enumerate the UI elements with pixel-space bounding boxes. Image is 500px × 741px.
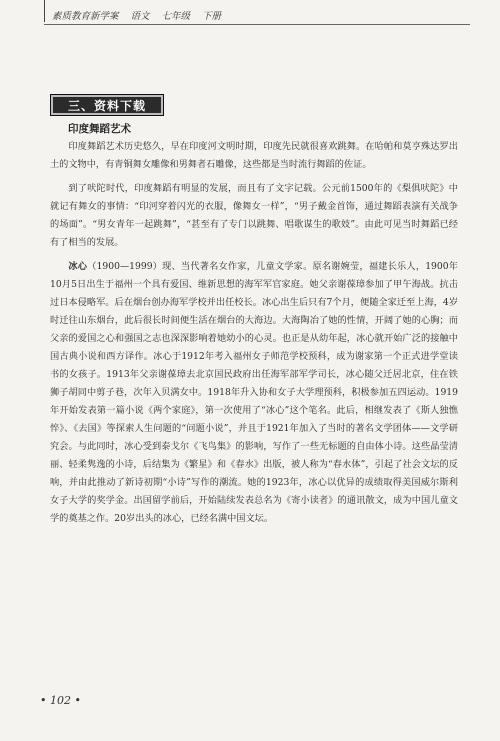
header-subject: 语文 (130, 11, 150, 22)
header-divider (44, 24, 470, 25)
paragraph-2: 到了吠陀时代，印度舞蹈有明显的发展，而且有了文字记载。公元前1500年的《梨俱吠陀》中就记有舞女的事情：“印河穿着闪光的衣服，像舞女一样”，“男子戴金首饰，通过舞蹈表演有关战争的场面”。“男女青年一起跳舞”，“甚至有了专门以跳舞、唱歌谋生的歌妓”。由此可见当时舞蹈已经有了相当的发展。 (50, 183, 458, 248)
header-volume: 下册 (202, 11, 222, 22)
section-label: 三、资料下载 (67, 98, 146, 113)
page-number: • 102 • (40, 694, 81, 707)
bio-name: 冰心 (68, 261, 88, 272)
paragraph-1: 印度舞蹈艺术历史悠久，早在印度河文明时期，印度先民就很喜欢跳舞。在哈帕和莫亨殊达罗出土的文物中，有青铜舞女雕像和男舞者石雕像，这些都是当时流行舞蹈的佐证。 (50, 141, 458, 170)
section-banner (50, 94, 164, 116)
article-title: 印度舞蹈艺术 (68, 123, 131, 135)
header-grade: 七年级 (161, 11, 191, 22)
article-body (50, 138, 458, 534)
margin-rule (44, 0, 45, 22)
bio-text: （1900—1999）现、当代著名女作家，儿童文学家。原名谢婉莹，福建长乐人，1900年10月5日出生于福州一个具有爱国、维新思想的海军军官家庭。她父亲谢葆璋参加了甲午海战。抗击过日本侵略军。后在烟台创办海军学校并出任校长。冰心出生后只有7个月，便随全家迁至上海，4岁时迁往山东烟台，此后很长时间便生活在烟台的大海边。大海陶冶了她的性情，开阔了她的心胸；而父亲的爱国之心和强国之志也深深影响着她幼小的心灵。也正是从幼年起，冰心就开始广泛的接触中国古典小说和西方译作。冰心于1912年考入福州女子师范学校预科，成为谢家第一个正式进学堂读书的女孩子。1913年父亲谢葆璋去北京国民政府出任海军部军学司长，冰心随父迁居北京，住在铁狮子胡同中剪子巷，次年入贝满女中。1918年升入协和女子大学理预科，积极参加五四运动。1919年开始发表第一篇小说《两个家庭》，第一次使用了“冰心”这个笔名。此后，相继发表了《斯人独憔悴》、《去国》等探索人生问题的“问题小说”，并且于1921年加入了当时的著名文学团体——文学研究会。与此同时，冰心受到泰戈尔《飞鸟集》的影响，写作了一些无标题的自由体小诗。这些晶莹清丽、轻柔隽逸的小诗，后结集为《繁星》和《春水》出版，被人称为“春水体”，引起了社会文坛的反响，并由此推动了新诗初期“小诗”写作的潮流。她的1923年，冰心以优异的成绩取得美国威尔斯利女子大学的奖学金。出国留学前后，开始陆续发表总名为《寄小读者》的通讯散文，成为中国儿童文学的奠基之作。20岁出头的冰心，已经名满中国文坛。 (50, 261, 458, 524)
header-series: 素质教育新学案 (52, 11, 119, 22)
bio-paragraph (50, 258, 458, 528)
running-header (52, 6, 460, 24)
